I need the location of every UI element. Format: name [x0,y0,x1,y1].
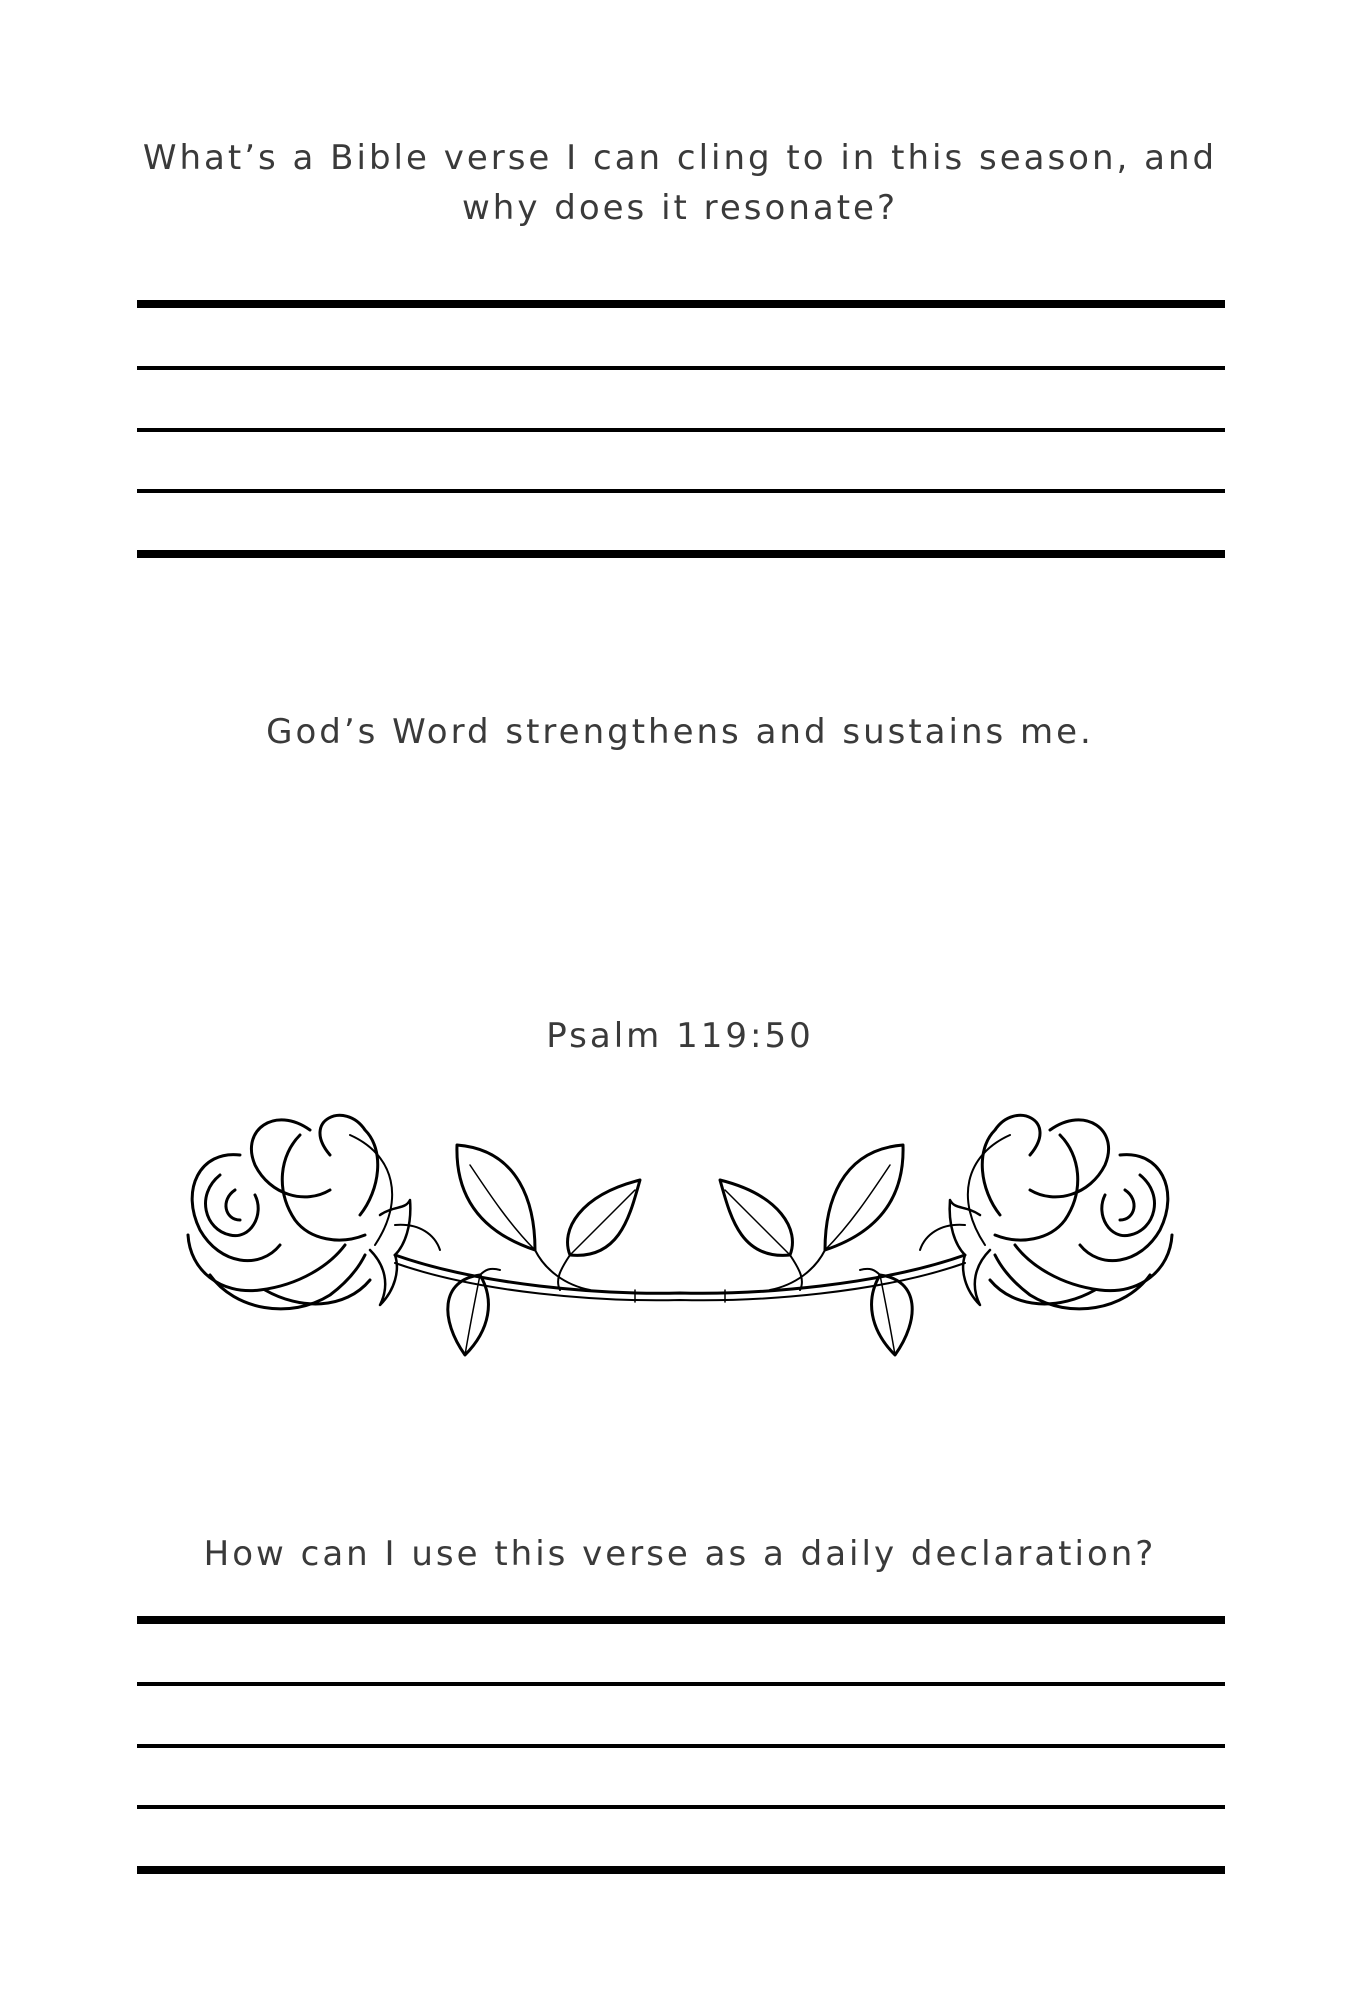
writing-lines-1 [137,300,1225,565]
writing-line [137,1682,1225,1686]
writing-line [137,1744,1225,1748]
writing-line-top [137,1616,1225,1624]
journal-prompt-verse: What’s a Bible verse I can cling to in this season, and why does it resonate? [142,138,1218,228]
two-roses-on-stem-icon [180,1095,1180,1425]
affirmation-text: God’s Word strengthens and sustains me. [266,712,1094,752]
writing-line [137,428,1225,432]
writing-lines-2 [137,1616,1225,1881]
verse-reference: Psalm 119:50 [546,1016,814,1056]
writing-line-top [137,300,1225,308]
writing-line [137,366,1225,370]
journal-prompt-declaration: How can I use this verse as a daily declaration? [203,1534,1157,1574]
writing-line-bottom [137,1866,1225,1874]
writing-line [137,489,1225,493]
left-rose [188,1115,440,1309]
writing-line [137,1805,1225,1809]
writing-line-bottom [137,550,1225,558]
right-rose [920,1115,1172,1309]
left-leaves [448,1145,640,1355]
right-leaves [720,1145,912,1355]
